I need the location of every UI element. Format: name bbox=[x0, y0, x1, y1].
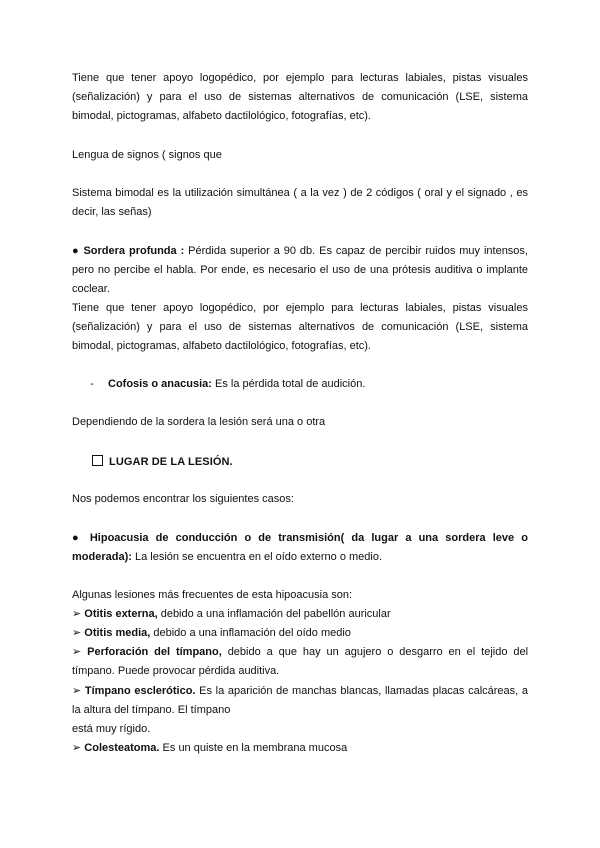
list-item-otitis-externa bbox=[72, 605, 528, 624]
bullet-icon: ● bbox=[72, 245, 80, 257]
arrow-bullet-icon: ➢ bbox=[72, 685, 82, 697]
paragraph-lengua-de-signos: Lengua de signos ( signos que bbox=[72, 149, 222, 161]
arrow-bullet-icon: ➢ bbox=[72, 742, 82, 754]
list-item-cofosis bbox=[72, 375, 528, 394]
section-heading-lugar-lesion bbox=[92, 455, 233, 468]
bullet-icon: ● bbox=[72, 532, 83, 544]
term-hipoacusia-conduccion: Hipoacusia de conducción o de transmisión( da lugar a una sordera leve o moderada): bbox=[72, 532, 528, 563]
dash-marker: - bbox=[90, 378, 94, 390]
timpano-esclerotico-continuation: está muy rígido. bbox=[72, 723, 151, 735]
sordera-profunda-text: Pérdida superior a 90 db. Es capaz de percibir ruidos muy intensos, pero no percibe el habla. Por ende, es necesario el uso de una prótesis auditiva o implante coclear. bbox=[72, 245, 528, 295]
paragraph-casos: Nos podemos encontrar los siguientes casos: bbox=[72, 493, 294, 505]
arrow-bullet-icon: ➢ bbox=[72, 608, 82, 620]
otitis-media-text: debido a una inflamación del oído medio bbox=[153, 627, 351, 639]
checkbox-square-icon bbox=[92, 455, 103, 466]
paragraph-sordera-profunda bbox=[72, 242, 528, 299]
timpano-esclerotico-text: Es la aparición de manchas blancas, llamadas placas calcáreas, a la altura del tímpano. El tímpano bbox=[72, 685, 528, 716]
colesteatoma-text: Es un quiste en la membrana mucosa bbox=[162, 742, 348, 754]
paragraph-lesiones-frecuentes: Algunas lesiones más frecuentes de esta hipoacusia son: bbox=[72, 589, 353, 601]
term-otitis-externa: Otitis externa, bbox=[84, 608, 158, 620]
heading-text: LUGAR DE LA LESIÓN. bbox=[109, 456, 233, 468]
perforacion-text: debido a que hay un agujero o desgarro en el tejido del tímpano. Puede provocar pérdida auditiva. bbox=[72, 646, 529, 677]
list-item-timpano-esclerotico bbox=[72, 682, 528, 720]
hipoacusia-text: La lesión se encuentra en el oído externo o medio. bbox=[134, 551, 383, 563]
list-item-colesteatoma bbox=[72, 739, 528, 758]
list-item-otitis-media bbox=[72, 624, 528, 643]
arrow-bullet-icon: ➢ bbox=[72, 627, 82, 639]
paragraph-sistema-bimodal: Sistema bimodal es la utilización simultánea ( a la vez ) de 2 códigos ( oral y el signado , es decir, las señas) bbox=[72, 187, 528, 218]
term-colesteatoma: Colesteatoma. bbox=[84, 742, 160, 754]
term-timpano-esclerotico: Tímpano esclerótico. bbox=[84, 685, 196, 697]
paragraph-apoyo-logopedico-2: Tiene que tener apoyo logopédico, por ejemplo para lecturas labiales, pistas visuales (señalización) y para el uso de sistemas alternativos de comunicación (LSE, sistema bimodal, pictogramas, alfabeto dactilológico, fotografías, etc). bbox=[72, 302, 528, 352]
arrow-bullet-icon: ➢ bbox=[72, 646, 82, 658]
paragraph-dependiendo: Dependiendo de la sordera la lesión será una o otra bbox=[72, 416, 326, 428]
term-perforacion-timpano: Perforación del tímpano, bbox=[87, 646, 222, 658]
paragraph-hipoacusia-conduccion bbox=[72, 529, 528, 567]
term-otitis-media: Otitis media, bbox=[84, 627, 151, 639]
otitis-externa-text: debido a una inflamación del pabellón auricular bbox=[160, 608, 391, 620]
term-sordera-profunda: Sordera profunda : bbox=[83, 245, 185, 257]
cofosis-text: Es la pérdida total de audición. bbox=[214, 378, 366, 390]
term-cofosis: Cofosis o anacusia: bbox=[108, 378, 212, 390]
paragraph-apoyo-logopedico-1: Tiene que tener apoyo logopédico, por ejemplo para lecturas labiales, pistas visuales (señalización) y para el uso de sistemas alternativos de comunicación (LSE, sistema bimodal, pictogramas, alfabeto dactilológico, fotografías, etc). bbox=[72, 72, 528, 122]
list-item-perforacion-timpano bbox=[72, 643, 528, 681]
